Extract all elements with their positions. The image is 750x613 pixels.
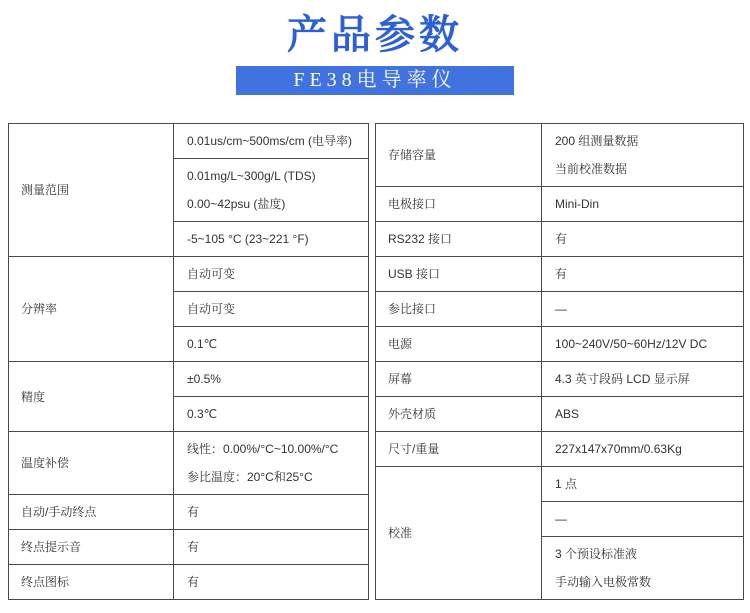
spec-value-line: ABS bbox=[555, 407, 580, 421]
page-title: 产品参数 bbox=[287, 12, 463, 57]
spec-label: 自动/手动终点 bbox=[9, 495, 174, 530]
spec-value bbox=[174, 124, 369, 159]
spec-row bbox=[376, 432, 744, 467]
spec-row bbox=[9, 257, 369, 292]
spec-value-line: 0.3℃ bbox=[187, 407, 218, 421]
spec-value bbox=[542, 502, 744, 537]
spec-label: 终点提示音 bbox=[9, 530, 174, 565]
spec-value-line: 当前校准数据 bbox=[555, 162, 628, 176]
spec-value bbox=[542, 467, 744, 502]
spec-value-line: 有 bbox=[555, 232, 568, 246]
spec-table-right bbox=[375, 123, 744, 600]
spec-value-line: 有 bbox=[555, 267, 568, 281]
spec-label: 参比接口 bbox=[376, 292, 542, 327]
spec-row bbox=[9, 124, 369, 159]
spec-value bbox=[174, 159, 369, 222]
spec-value-line: 自动可变 bbox=[187, 302, 236, 316]
spec-value-line: 0.1℃ bbox=[187, 337, 218, 351]
product-banner bbox=[236, 66, 514, 95]
spec-tables bbox=[8, 123, 742, 600]
spec-value bbox=[174, 432, 369, 495]
spec-row bbox=[9, 362, 369, 397]
spec-value bbox=[174, 222, 369, 257]
spec-value bbox=[174, 397, 369, 432]
spec-value-line: 有 bbox=[187, 505, 200, 519]
spec-label: 屏幕 bbox=[376, 362, 542, 397]
product-spec-page bbox=[0, 12, 750, 613]
spec-value bbox=[542, 292, 744, 327]
spec-value bbox=[542, 124, 744, 187]
spec-value bbox=[174, 257, 369, 292]
spec-row bbox=[9, 530, 369, 565]
spec-value-line: 4.3 英寸段码 LCD 显示屏 bbox=[555, 372, 690, 386]
spec-row bbox=[9, 565, 369, 600]
spec-value-line: 有 bbox=[187, 540, 200, 554]
spec-value-line: — bbox=[555, 512, 567, 526]
spec-value-line: 200 组测量数据 bbox=[555, 134, 639, 148]
spec-value bbox=[174, 362, 369, 397]
spec-value-line: 有 bbox=[187, 575, 200, 589]
spec-table-right-mount bbox=[375, 123, 744, 600]
spec-value bbox=[542, 432, 744, 467]
spec-value-line: 线性：0.00%/°C~10.00%/°C bbox=[187, 442, 339, 456]
spec-label: 温度补偿 bbox=[9, 432, 174, 495]
spec-row bbox=[376, 292, 744, 327]
spec-value bbox=[174, 530, 369, 565]
spec-value bbox=[542, 327, 744, 362]
spec-value-line: 1 点 bbox=[555, 477, 578, 491]
spec-label: 存储容量 bbox=[376, 124, 542, 187]
spec-row bbox=[376, 362, 744, 397]
spec-value bbox=[174, 495, 369, 530]
spec-label: 电极接口 bbox=[376, 187, 542, 222]
spec-label: 精度 bbox=[9, 362, 174, 432]
spec-value-line: 0.00~42psu (盐度) bbox=[187, 197, 286, 211]
spec-row bbox=[376, 222, 744, 257]
spec-row bbox=[9, 432, 369, 495]
spec-value bbox=[542, 187, 744, 222]
spec-value-line: Mini-Din bbox=[555, 197, 600, 211]
spec-value-line: ±0.5% bbox=[187, 372, 221, 386]
spec-value bbox=[174, 292, 369, 327]
spec-label: 终点图标 bbox=[9, 565, 174, 600]
spec-row bbox=[376, 257, 744, 292]
spec-label: 测量范围 bbox=[9, 124, 174, 257]
spec-value-line: 227x147x70mm/0.63Kg bbox=[555, 442, 682, 456]
spec-label: 电源 bbox=[376, 327, 542, 362]
spec-value bbox=[542, 257, 744, 292]
spec-table-left-mount bbox=[8, 123, 369, 600]
spec-value bbox=[542, 362, 744, 397]
spec-value-line: 100~240V/50~60Hz/12V DC bbox=[555, 337, 708, 351]
spec-value bbox=[174, 327, 369, 362]
spec-value bbox=[542, 397, 744, 432]
spec-value bbox=[174, 565, 369, 600]
spec-value-line: 自动可变 bbox=[187, 267, 236, 281]
spec-label: 尺寸/重量 bbox=[376, 432, 542, 467]
spec-row bbox=[376, 327, 744, 362]
spec-label: 分辨率 bbox=[9, 257, 174, 362]
spec-row bbox=[376, 187, 744, 222]
spec-row bbox=[376, 124, 744, 187]
spec-value-line: 3 个预设标准液 bbox=[555, 547, 638, 561]
spec-value bbox=[542, 222, 744, 257]
spec-value-line: -5~105 °C (23~221 °F) bbox=[187, 232, 309, 246]
spec-label: RS232 接口 bbox=[376, 222, 542, 257]
spec-value-line: 参比温度：20°C和25°C bbox=[187, 470, 313, 484]
spec-row bbox=[376, 467, 744, 502]
spec-row bbox=[9, 495, 369, 530]
spec-label: USB 接口 bbox=[376, 257, 542, 292]
spec-table-left bbox=[8, 123, 369, 600]
spec-label: 校准 bbox=[376, 467, 542, 600]
spec-row bbox=[376, 397, 744, 432]
product-banner-label: FE38电导率仪 bbox=[293, 69, 457, 91]
spec-value bbox=[542, 537, 744, 600]
spec-label: 外壳材质 bbox=[376, 397, 542, 432]
spec-value-line: — bbox=[555, 302, 567, 316]
spec-value-line: 0.01mg/L~300g/L (TDS) bbox=[187, 169, 316, 183]
spec-value-line: 0.01us/cm~500ms/cm (电导率) bbox=[187, 134, 353, 148]
spec-value-line: 手动输入电极常数 bbox=[555, 575, 652, 589]
